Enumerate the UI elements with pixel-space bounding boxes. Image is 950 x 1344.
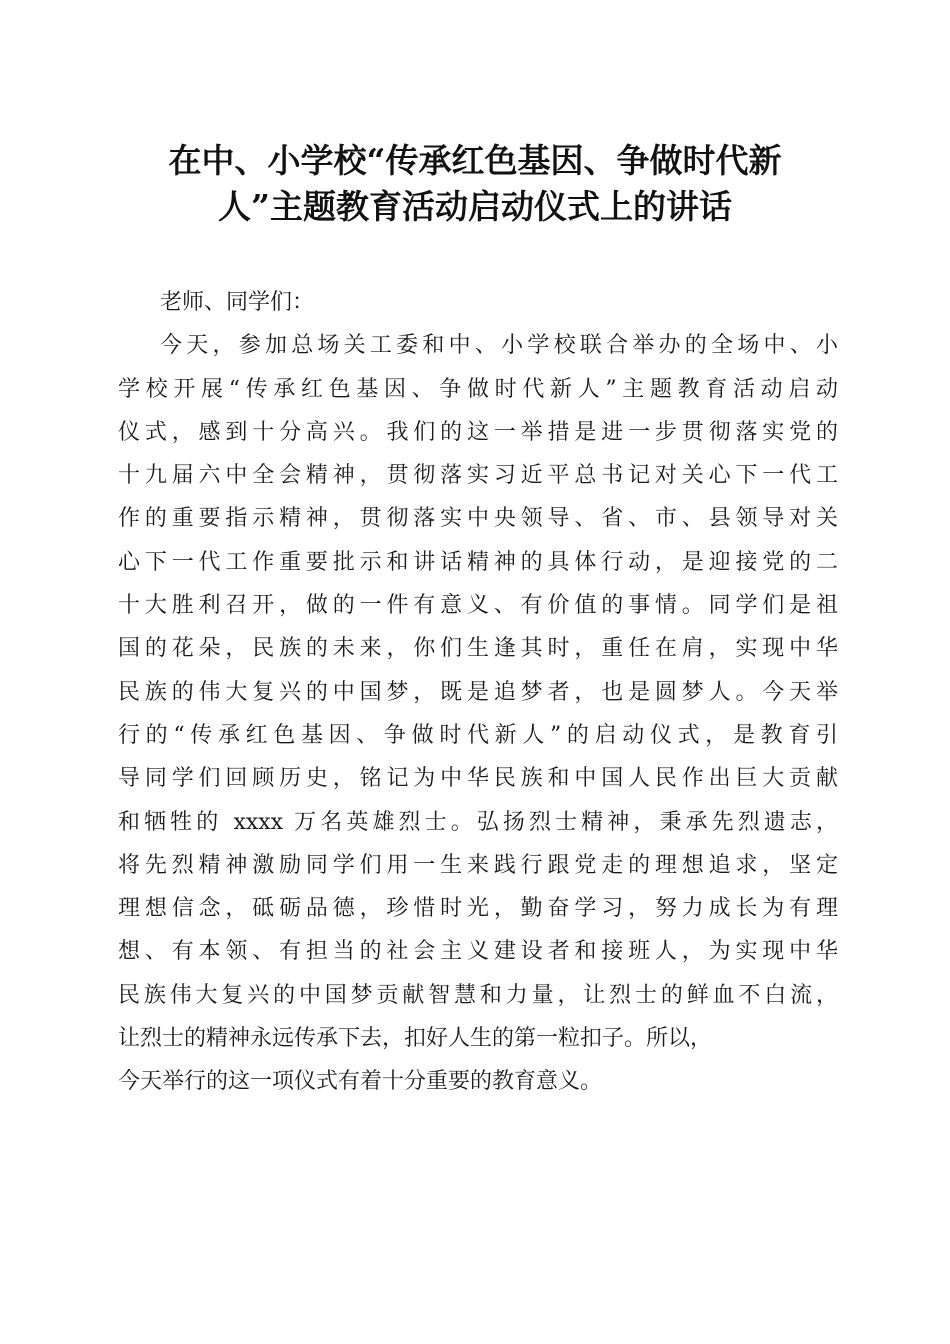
paragraph-line: 理想信念，砥砺品德，珍惜时光，勤奋学习，努力成长为有理 <box>118 896 838 922</box>
paragraph-line: 心下一代工作重要批示和讲话精神的具体行动，是迎接党的二 <box>118 549 838 575</box>
paragraph-line: 导同学们回顾历史，铭记为中华民族和中国人民作出巨大贡献 <box>118 766 838 792</box>
paragraph-line: 行的“传承红色基因、争做时代新人”的启动仪式，是教育引 <box>118 722 838 748</box>
document-title <box>100 138 850 230</box>
paragraph-line: 今天，参加总场关工委和中、小学校联合举办的全场中、小 <box>160 333 838 359</box>
paragraph-line: 十九届六中全会精神，贯彻落实习近平总书记对关心下一代工 <box>118 463 838 489</box>
document-body <box>118 281 838 1104</box>
paragraph-line: 国的花朵，民族的未来，你们生逢其时，重任在肩，实现中华 <box>118 636 838 662</box>
paragraph-line: 民族伟大复兴的中国梦贡献智慧和力量，让烈士的鲜血不白流， <box>118 982 838 1008</box>
paragraph-line: 学校开展“传承红色基因、争做时代新人”主题教育活动启动 <box>118 376 838 402</box>
title-line-2: 人”主题教育活动启动仪式上的讲话 <box>218 187 732 226</box>
paragraph-line: 让烈士的精神永远传承下去，扣好人生的第一粒扣子。所以， <box>118 1026 713 1052</box>
paragraph-line: 今天举行的这一项仪式有着十分重要的教育意义。 <box>118 1069 603 1095</box>
paragraph-line: 和牺牲的 xxxx 万名英雄烈士。弘扬烈士精神，秉承先烈遗志， <box>118 809 838 835</box>
title-line-1: 在中、小学校“传承红色基因、争做时代新 <box>168 141 782 180</box>
paragraph-line: 民族的伟大复兴的中国梦，既是追梦者，也是圆梦人。今天举 <box>118 679 838 705</box>
paragraph-line: 作的重要指示精神，贯彻落实中央领导、省、市、县领导对关 <box>118 506 838 532</box>
paragraph-line: 将先烈精神激励同学们用一生来践行跟党走的理想追求，坚定 <box>118 852 838 878</box>
paragraph-line: 想、有本领、有担当的社会主义建设者和接班人，为实现中华 <box>118 939 838 965</box>
paragraph-line: 仪式，感到十分高兴。我们的这一举措是进一步贯彻落实党的 <box>118 419 838 445</box>
paragraph-line: 十大胜利召开，做的一件有意义、有价值的事情。同学们是祖 <box>118 593 838 619</box>
salutation: 老师、同学们： <box>160 290 315 315</box>
